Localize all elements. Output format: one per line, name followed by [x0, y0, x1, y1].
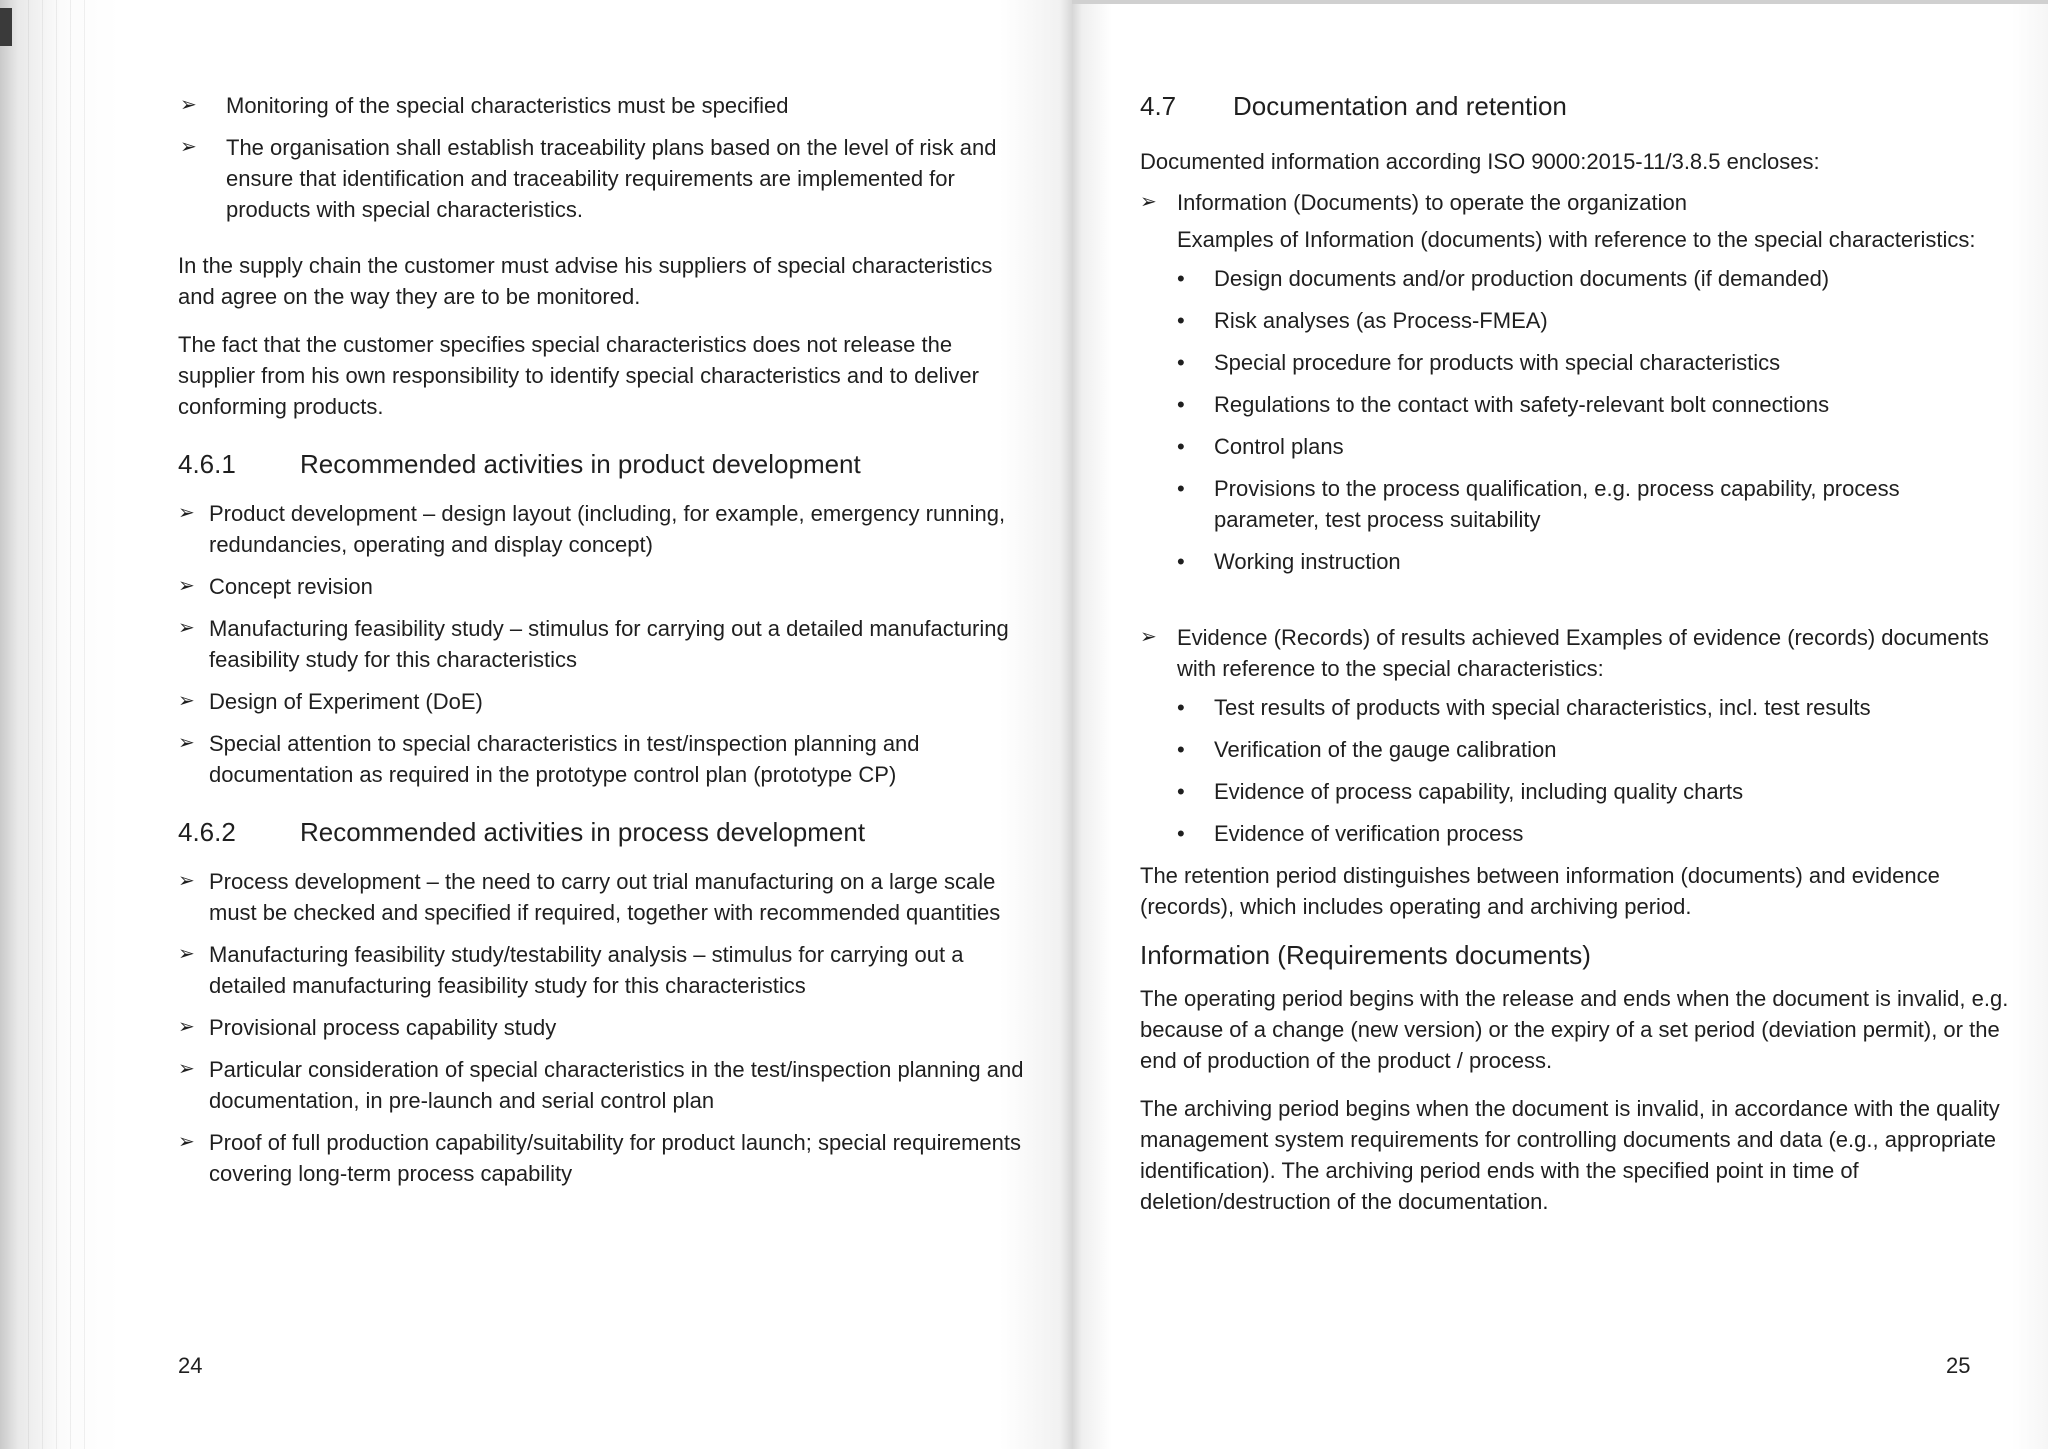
product-development-list: [178, 498, 1028, 790]
top-bullet-list: [178, 90, 1028, 225]
arrow-bullet-icon: ➢: [1140, 626, 1157, 648]
dot-bullet-icon: •: [1177, 434, 1185, 459]
list-item-text: Special attention to special characteristics in test/inspection planning and documentation as required in the prototype control plan (prototype CP): [209, 731, 920, 787]
evidence-examples-list: [1177, 692, 2010, 849]
list-item-text: Evidence (Records) of results achieved Examples of evidence (records) documents with reference to the special characteristics:: [1177, 625, 1989, 681]
list-item: [178, 571, 1028, 602]
list-item: [178, 866, 1028, 928]
section-number: 4.6.1: [178, 449, 236, 479]
supply-chain-paragraph: In the supply chain the customer must advise his suppliers of special characteristics and agree on the way they are to be monitored.: [178, 253, 993, 309]
dot-bullet-icon: •: [1177, 266, 1185, 291]
intro-paragraph: Documented information according ISO 9000:2015-11/3.8.5 encloses:: [1140, 149, 1820, 174]
list-item: [178, 1012, 1028, 1043]
arrow-bullet-icon: ➢: [178, 502, 195, 524]
list-item-text: Verification of the gauge calibration: [1214, 737, 1557, 762]
dot-bullet-icon: •: [1177, 779, 1185, 804]
list-item: [178, 613, 1028, 675]
list-item: [1177, 305, 2010, 336]
list-item: [178, 939, 1028, 1001]
list-spacer: [1140, 588, 2010, 612]
page-edge-shading: [28, 0, 98, 1449]
process-development-list: [178, 866, 1028, 1189]
list-item-text: Control plans: [1214, 434, 1344, 459]
section-title: Recommended activities in product development: [300, 449, 861, 479]
list-item-text: Evidence of process capability, including quality charts: [1214, 779, 1744, 804]
list-item: [178, 728, 1028, 790]
arrow-bullet-icon: ➢: [178, 1131, 195, 1153]
list-item-text: Manufacturing feasibility study/testability analysis – stimulus for carrying out a detailed manufacturing feasibility study for this characteristics: [209, 942, 964, 998]
list-item-evidence: [1140, 622, 2010, 849]
section-title: Documentation and retention: [1233, 91, 1567, 121]
list-item-text: Evidence of verification process: [1214, 821, 1524, 846]
page-number-right: 25: [1946, 1353, 1971, 1378]
list-item: [178, 1127, 1028, 1189]
list-item: [178, 1054, 1028, 1116]
dot-bullet-icon: •: [1177, 308, 1185, 333]
dot-bullet-icon: •: [1177, 549, 1185, 574]
documented-information-list: [1140, 187, 2010, 849]
dot-bullet-icon: •: [1177, 737, 1185, 762]
list-item: [1177, 389, 2010, 420]
list-item-text: Product development – design layout (including, for example, emergency running, redundancies, operating and display concept): [209, 501, 1006, 557]
dot-bullet-icon: •: [1177, 821, 1185, 846]
list-item-information: [1140, 187, 2010, 577]
arrow-bullet-icon: ➢: [178, 1058, 195, 1080]
arrow-bullet-icon: ➢: [178, 732, 195, 754]
section-heading-4-6-1: [178, 448, 1028, 480]
list-item: [1177, 692, 2010, 723]
list-item: [1177, 263, 2010, 294]
list-item-text: Concept revision: [209, 574, 373, 599]
archiving-period-paragraph: The archiving period begins when the document is invalid, in accordance with the quality management system requirements for controlling documents and data (e.g., appropriate identification). The archiving period ends with the specified point in time of deletion/destruction of the documentation.: [1140, 1096, 2000, 1214]
subheading-information: Information (Requirements documents): [1140, 940, 1591, 970]
section-heading-4-7: [1140, 90, 2010, 122]
list-item-text: Design documents and/or production documents (if demanded): [1214, 266, 1830, 291]
dot-bullet-icon: •: [1177, 695, 1185, 720]
section-title: Recommended activities in process development: [300, 817, 866, 847]
list-item-text: Particular consideration of special characteristics in the test/inspection planning and documentation, in pre-launch and serial control plan: [209, 1057, 1024, 1113]
list-item-text: Working instruction: [1214, 549, 1401, 574]
dot-bullet-icon: •: [1177, 392, 1185, 417]
list-item-text: Provisions to the process qualification, e.g. process capability, process parameter, test process suitability: [1214, 476, 1900, 532]
arrow-bullet-icon: ➢: [178, 943, 195, 965]
list-item-text: Process development – the need to carry out trial manufacturing on a large scale must be checked and specified if required, together with recommended quantities: [209, 869, 1001, 925]
arrow-bullet-icon: ➢: [1140, 191, 1157, 213]
list-item-text: Design of Experiment (DoE): [209, 689, 483, 714]
list-item: [1177, 734, 2010, 765]
responsibility-paragraph: The fact that the customer specifies special characteristics does not release the supplier from his own responsibility to identify special characteristics and to deliver conforming products.: [178, 332, 979, 419]
list-item-text: Information (Documents) to operate the organization: [1177, 190, 1687, 215]
operating-period-paragraph: The operating period begins with the release and ends when the document is invalid, e.g. because of a change (new version) or the expiry of a set period (deviation permit), or the end of production of the product / process.: [1140, 986, 2009, 1073]
right-page-content: [1140, 90, 2010, 1234]
list-item: [178, 132, 1028, 225]
arrow-bullet-icon: ➢: [178, 870, 195, 892]
list-item: [1177, 347, 2010, 378]
list-item: [1177, 431, 2010, 462]
arrow-bullet-icon: ➢: [178, 1016, 195, 1038]
retention-paragraph: The retention period distinguishes between information (documents) and evidence (records), which includes operating and archiving period.: [1140, 863, 1940, 919]
list-item: [178, 498, 1028, 560]
dot-bullet-icon: •: [1177, 476, 1185, 501]
list-item-text: Provisional process capability study: [209, 1015, 557, 1040]
list-item-text: The organisation shall establish traceability plans based on the level of risk and ensure that identification and traceability requirements are implemented for products with special characteristics.: [226, 135, 997, 222]
list-item: [1177, 546, 2010, 577]
list-item-text: Regulations to the contact with safety-relevant bolt connections: [1214, 392, 1830, 417]
information-examples-list: [1177, 263, 2010, 577]
left-page-content: [178, 90, 1028, 1200]
section-number: 4.6.2: [178, 817, 236, 847]
list-item: [178, 90, 1028, 121]
arrow-bullet-icon: ➢: [178, 617, 195, 639]
page-number-left: 24: [178, 1353, 203, 1378]
list-item-text: Test results of products with special characteristics, incl. test results: [1214, 695, 1871, 720]
list-item: [1177, 818, 2010, 849]
examples-intro: Examples of Information (documents) with reference to the special characteristics:: [1177, 227, 1976, 252]
list-item-text: Risk analyses (as Process-FMEA): [1214, 308, 1548, 333]
section-heading-4-6-2: [178, 816, 1028, 848]
section-number: 4.7: [1140, 91, 1177, 121]
list-item: [178, 686, 1028, 717]
list-item: [1177, 473, 2010, 535]
list-item: [1177, 776, 2010, 807]
arrow-bullet-icon: ➢: [180, 136, 197, 158]
arrow-bullet-icon: ➢: [180, 94, 197, 116]
arrow-bullet-icon: ➢: [178, 690, 195, 712]
list-item-text: Proof of full production capability/suitability for product launch; special requirements covering long-term process capability: [209, 1130, 1021, 1186]
arrow-bullet-icon: ➢: [178, 575, 195, 597]
list-item-text: Special procedure for products with special characteristics: [1214, 350, 1781, 375]
list-item-text: Manufacturing feasibility study – stimulus for carrying out a detailed manufacturing feasibility study for this characteristics: [209, 616, 1009, 672]
list-item-text: Monitoring of the special characteristics must be specified: [226, 93, 789, 118]
dot-bullet-icon: •: [1177, 350, 1185, 375]
